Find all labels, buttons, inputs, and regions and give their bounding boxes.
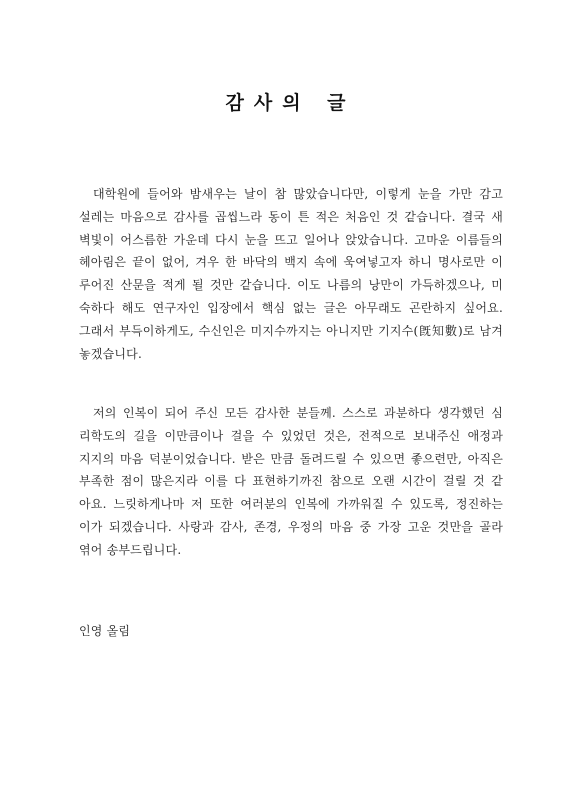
paragraph-line: 벽빛이 어스름한 가운데 다시 눈을 뜨고 일어나 앉았습니다. 고마운 이름들의 — [79, 232, 503, 247]
page-title: 감사의 글 — [225, 92, 356, 114]
paragraph-2 — [79, 402, 503, 562]
paragraph-line: 엮어 송부드립니다. — [79, 542, 182, 557]
paragraph-line: 설레는 마음으로 감사를 곱씹느라 동이 튼 적은 처음인 것 같습니다. 결국 새 — [79, 209, 503, 224]
paragraph-line: 대학원에 들어와 밤새우는 날이 참 많았습니다만, 이렇게 눈을 가만 감고 — [93, 187, 503, 201]
paragraph-line: 헤아림은 끝이 없어, 겨우 한 바닥의 백지 속에 욱여넣고자 하니 명사로만 이 — [79, 255, 503, 270]
paragraph-line: 숙하다 해도 연구자인 입장에서 핵심 없는 글은 아무래도 곤란하지 싶어요. — [79, 300, 503, 315]
paragraph-line: 아요. 느릿하게나마 저 또한 여러분의 인복에 가까워질 수 있도록, 정진하는 — [79, 497, 503, 512]
paragraph-line: 놓겠습니다. — [79, 346, 142, 361]
paragraph-line: 부족한 점이 많은지라 이를 다 표현하기까진 참으로 오랜 시간이 걸릴 것 같 — [79, 474, 503, 489]
paragraph-line: 이가 되겠습니다. 사랑과 감사, 존경, 우정의 마음 중 가장 고운 것만을 골라 — [79, 519, 503, 534]
paragraph-line: 저의 인복이 되어 주신 모든 감사한 분들께. 스스로 과분하다 생각했던 심 — [93, 406, 503, 420]
paragraph-line: 리학도의 길을 이만큼이나 걸을 수 있었던 것은, 전적으로 보내주신 애정과 — [79, 428, 503, 443]
signature: 인영 올림 — [79, 624, 131, 638]
paragraph-line: 그래서 부득이하게도, 수신인은 미지수까지는 아니지만 기지수(旣知數)로 남겨 — [79, 323, 503, 338]
paragraph-line: 루어진 산문을 적게 될 것만 같습니다. 이도 나름의 낭만이 가득하겠으나, 미 — [79, 278, 503, 293]
paragraph-1 — [79, 183, 503, 365]
paragraph-line: 지지의 마음 덕분이었습니다. 받은 만큼 돌려드릴 수 있으면 좋으련만, 아직은 — [79, 451, 503, 466]
